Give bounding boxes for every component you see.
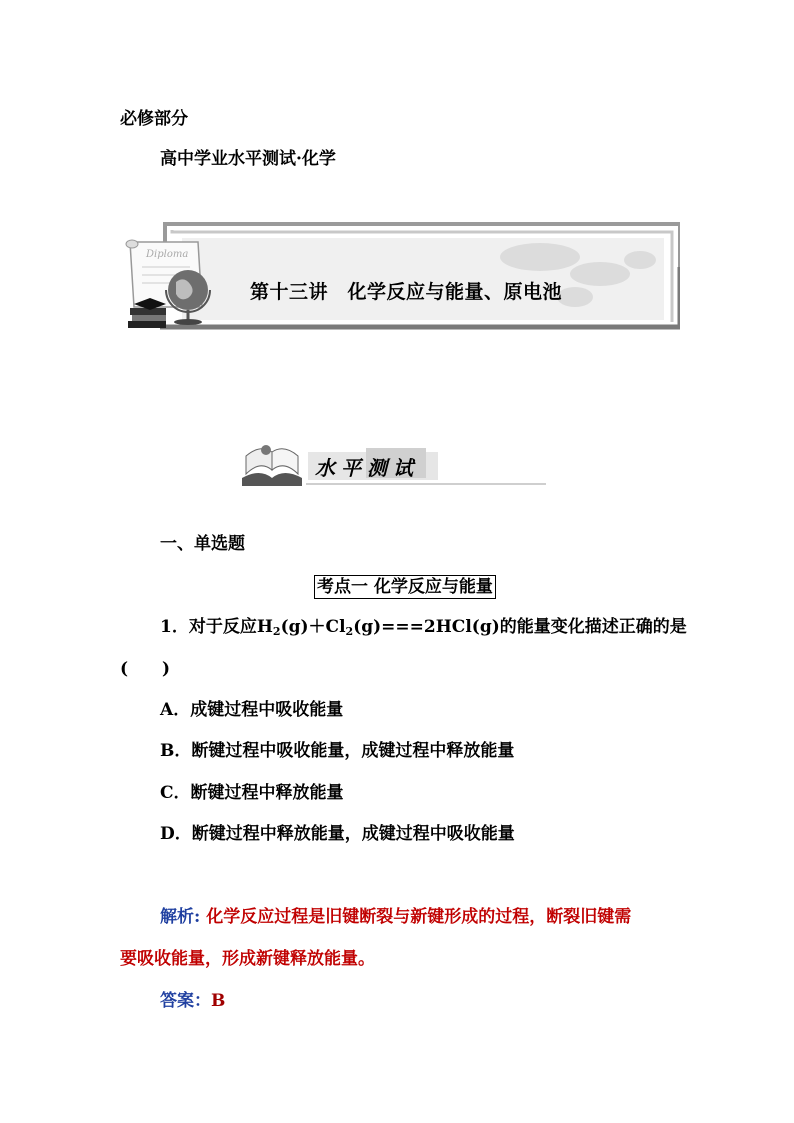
lecture-banner xyxy=(120,212,680,337)
answer-line xyxy=(160,990,225,1012)
formula-h-subscript: 2 xyxy=(272,625,281,638)
analysis-text-2: 要吸收能量，形成新键释放能量。 xyxy=(120,949,375,969)
question-number: 1． xyxy=(160,617,189,637)
formula-cl: Cl xyxy=(325,617,346,637)
stem-prefix: 对于反应 xyxy=(188,617,257,637)
part-heading: 一、单选题 xyxy=(160,534,245,554)
document-subtitle: 高中学业水平测试·化学 xyxy=(160,149,336,169)
section-label: 必修部分 xyxy=(120,109,188,129)
open-book-icon xyxy=(242,445,302,486)
answer-value: B xyxy=(211,991,226,1011)
topic-label: 考点一 化学反应与能量 xyxy=(314,575,496,599)
lecture-title: 第十三讲 化学反应与能量、原电池 xyxy=(250,281,563,303)
answer-parentheses: ( ) xyxy=(120,659,171,679)
option-text: 断键过程中释放能量，成键过程中吸收能量 xyxy=(191,824,515,844)
formula-cl-subscript: 2 xyxy=(345,625,354,638)
option-text: 成键过程中吸收能量 xyxy=(190,700,344,720)
formula-h: H xyxy=(256,617,273,637)
formula-h-state: (g)＋ xyxy=(280,617,326,637)
option-b xyxy=(160,740,514,762)
section-badge-label: 水平测试 xyxy=(315,456,419,480)
svg-text:Diploma: Diploma xyxy=(146,249,189,260)
analysis-label: 解析: xyxy=(160,907,201,927)
option-letter: C． xyxy=(160,783,191,803)
stem-suffix: 的能量变化描述正确的是 xyxy=(499,617,687,637)
option-letter: B． xyxy=(160,741,192,761)
option-letter: D． xyxy=(160,824,192,844)
option-c xyxy=(160,782,344,804)
analysis-text-1: 化学反应过程是旧键断裂与新键形成的过程，断裂旧键需 xyxy=(200,907,632,927)
option-text: 断键过程中释放能量 xyxy=(190,783,344,803)
question-stem xyxy=(160,616,687,643)
option-letter: A． xyxy=(160,700,191,720)
analysis-line-1 xyxy=(160,906,631,928)
formula-cl-state: (g)===2HCl(g) xyxy=(353,617,500,637)
option-a xyxy=(160,699,343,721)
option-d xyxy=(160,823,515,845)
answer-label: 答案： xyxy=(160,991,211,1011)
option-text: 断键过程中吸收能量，成键过程中释放能量 xyxy=(191,741,515,761)
